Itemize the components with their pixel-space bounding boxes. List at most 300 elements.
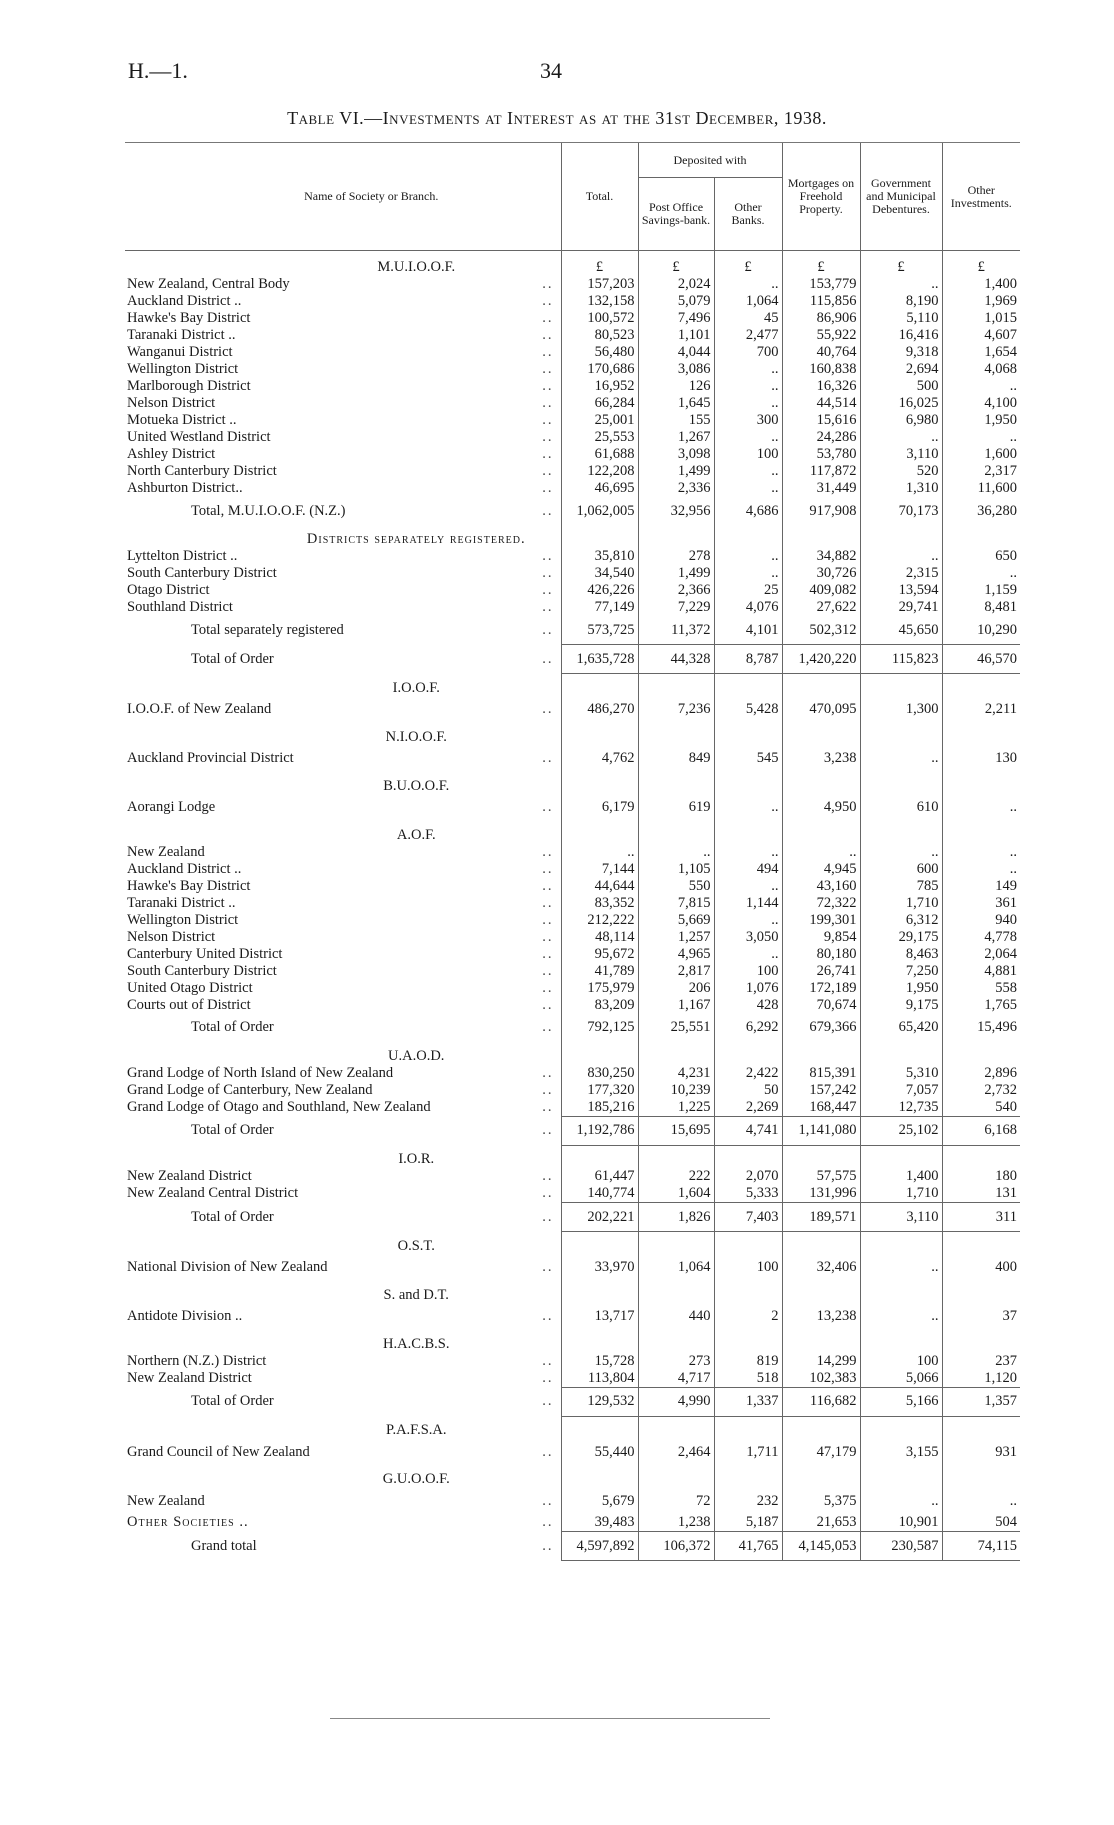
table-row <box>125 1168 1020 1185</box>
row-label-text: Aorangi Lodge <box>127 799 216 815</box>
cell-other-investments: 931 <box>942 1439 1020 1465</box>
leader-dots: .. <box>542 1308 554 1324</box>
row-label-text: Total of Order <box>191 1393 274 1409</box>
cell-mortgages: 409,082 <box>782 582 860 599</box>
cell-government <box>860 1281 942 1304</box>
row-label <box>125 310 561 327</box>
table-row <box>125 395 1020 412</box>
table-row <box>125 1514 1020 1532</box>
cell-government <box>860 674 942 697</box>
row-label-text: Taranaki District .. <box>127 894 236 911</box>
section-heading <box>125 525 561 548</box>
cell-other-investments: 1,969 <box>942 293 1020 310</box>
table-row <box>125 980 1020 997</box>
row-label <box>125 276 561 293</box>
cell-post-office: 4,044 <box>638 344 714 361</box>
cell-other-banks: 4,076 <box>714 599 782 616</box>
cell-mortgages: 70,674 <box>782 997 860 1014</box>
cell-government: 1,710 <box>860 895 942 912</box>
cell-other-investments: 558 <box>942 980 1020 997</box>
cell-other-investments: 130 <box>942 746 1020 772</box>
cell-other-investments: 361 <box>942 895 1020 912</box>
cell-other-banks: 1,076 <box>714 980 782 997</box>
cell-government: 10,901 <box>860 1514 942 1532</box>
cell-mortgages <box>782 1465 860 1488</box>
row-label-text: Grand total <box>191 1537 257 1554</box>
cell-total: 25,001 <box>561 412 638 429</box>
cell-other-investments: 37 <box>942 1304 1020 1330</box>
cell-government <box>860 1232 942 1255</box>
cell-total: 46,695 <box>561 480 638 497</box>
cell-other-investments: 2,211 <box>942 697 1020 723</box>
leader-dots: .. <box>542 650 554 667</box>
table-row <box>125 1304 1020 1330</box>
cell-mortgages <box>782 772 860 795</box>
row-label-text: Grand Lodge of North Island of New Zealand <box>127 1064 394 1081</box>
cell-post-office: 440 <box>638 1304 714 1330</box>
cell-other-investments: 311 <box>942 1203 1020 1232</box>
cell-other-banks: 2,477 <box>714 327 782 344</box>
section-heading <box>125 674 561 697</box>
cell-other-banks: 6,292 <box>714 1014 782 1042</box>
cell-government <box>860 1042 942 1065</box>
section-heading <box>125 1465 561 1488</box>
cell-other-banks <box>714 821 782 844</box>
cell-total <box>561 1145 638 1168</box>
cell-total: 122,208 <box>561 463 638 480</box>
table-row <box>125 548 1020 565</box>
cell-total: 33,970 <box>561 1255 638 1281</box>
cell-other-banks <box>714 674 782 697</box>
cell-other-banks: 8,787 <box>714 645 782 674</box>
cell-post-office <box>638 1330 714 1353</box>
row-label-text: National Division of New Zealand <box>127 1259 328 1275</box>
column-header-other-investments: Other Investments. <box>942 143 1020 251</box>
section-heading-row <box>125 723 1020 746</box>
cell-other-banks: 4,101 <box>714 616 782 645</box>
leader-dots: .. <box>542 378 554 394</box>
cell-mortgages: 4,950 <box>782 795 860 821</box>
row-label <box>125 844 561 861</box>
cell-other-investments: 540 <box>942 1099 1020 1117</box>
cell-government: .. <box>860 1488 942 1514</box>
cell-government: 45,650 <box>860 616 942 645</box>
cell-government: 500 <box>860 378 942 395</box>
leader-dots: .. <box>542 996 554 1013</box>
cell-other-banks: .. <box>714 912 782 929</box>
table-row <box>125 997 1020 1014</box>
cell-mortgages <box>782 723 860 746</box>
cell-mortgages <box>782 1416 860 1439</box>
cell-mortgages: 57,575 <box>782 1168 860 1185</box>
cell-mortgages <box>782 1145 860 1168</box>
row-label <box>125 1065 561 1082</box>
row-label <box>125 429 561 446</box>
cell-post-office: 7,236 <box>638 697 714 723</box>
cell-other-investments: 180 <box>942 1168 1020 1185</box>
row-label-text: Total of Order <box>191 1122 274 1138</box>
cell-other-banks: 1,337 <box>714 1387 782 1416</box>
cell-mortgages: 131,996 <box>782 1185 860 1203</box>
row-label-text: Districts separately registered. <box>306 531 526 547</box>
cell-other-investments: 1,120 <box>942 1370 1020 1388</box>
row-label-text: P.A.F.S.A. <box>386 1422 447 1438</box>
cell-other-investments: 4,881 <box>942 963 1020 980</box>
cell-post-office <box>638 1465 714 1488</box>
cell-mortgages: 80,180 <box>782 946 860 963</box>
cell-post-office: .. <box>638 844 714 861</box>
cell-other-banks: 700 <box>714 344 782 361</box>
row-label <box>125 395 561 412</box>
cell-other-investments: .. <box>942 429 1020 446</box>
table-row <box>125 746 1020 772</box>
cell-total: 830,250 <box>561 1065 638 1082</box>
cell-government: .. <box>860 548 942 565</box>
row-label <box>125 1203 561 1232</box>
cell-other-banks: 819 <box>714 1353 782 1370</box>
cell-mortgages: 502,312 <box>782 616 860 645</box>
cell-other-banks: 5,187 <box>714 1514 782 1532</box>
cell-other-investments: 2,064 <box>942 946 1020 963</box>
cell-mortgages <box>782 1330 860 1353</box>
cell-mortgages <box>782 525 860 548</box>
cell-other-banks: 518 <box>714 1370 782 1388</box>
cell-government: 5,066 <box>860 1370 942 1388</box>
row-label-text: M.U.I.O.O.F. <box>377 259 456 275</box>
cell-total: 140,774 <box>561 1185 638 1203</box>
cell-other-banks: 100 <box>714 963 782 980</box>
cell-mortgages: 15,616 <box>782 412 860 429</box>
cell-government: 70,173 <box>860 497 942 525</box>
cell-other-investments <box>942 772 1020 795</box>
row-label-text: I.O.O.F. of New Zealand <box>127 701 272 717</box>
cell-other-investments <box>942 723 1020 746</box>
row-label-text: Hawke's Bay District <box>127 877 251 894</box>
cell-post-office: 4,990 <box>638 1387 714 1416</box>
cell-other-banks <box>714 1465 782 1488</box>
section-heading-row <box>125 674 1020 697</box>
row-label <box>125 582 561 599</box>
cell-total: 157,203 <box>561 276 638 293</box>
cell-mortgages: 53,780 <box>782 446 860 463</box>
row-label <box>125 1082 561 1099</box>
leader-dots: .. <box>542 1122 554 1138</box>
cell-mortgages: 26,741 <box>782 963 860 980</box>
cell-government: 6,312 <box>860 912 942 929</box>
table-row <box>125 946 1020 963</box>
cell-government <box>860 1465 942 1488</box>
section-heading <box>125 772 561 795</box>
row-label <box>125 895 561 912</box>
cell-government: 600 <box>860 861 942 878</box>
section-heading-row <box>125 1465 1020 1488</box>
cell-other-banks <box>714 1232 782 1255</box>
row-label-text: G.U.O.O.F. <box>382 1471 450 1487</box>
row-label-text: New Zealand <box>127 1492 205 1509</box>
row-label-text: Grand Lodge of Otago and Southland, New Zealand <box>127 1098 431 1115</box>
cell-post-office: £ <box>638 251 714 277</box>
cell-post-office: 1,238 <box>638 1514 714 1532</box>
cell-other-investments: .. <box>942 1488 1020 1514</box>
cell-other-investments: 940 <box>942 912 1020 929</box>
cell-post-office: 619 <box>638 795 714 821</box>
cell-mortgages: 3,238 <box>782 746 860 772</box>
investments-table <box>125 143 1020 1561</box>
cell-other-investments: 11,600 <box>942 480 1020 497</box>
row-label <box>125 616 561 645</box>
section-heading-row <box>125 1330 1020 1353</box>
table-row <box>125 1065 1020 1082</box>
table-row <box>125 878 1020 895</box>
cell-total <box>561 723 638 746</box>
row-label-text: Auckland District .. <box>127 293 242 309</box>
row-label-text: Hawke's Bay District <box>127 310 251 326</box>
cell-other-investments: £ <box>942 251 1020 277</box>
row-label-text: I.O.R. <box>398 1151 435 1167</box>
cell-total <box>561 1042 638 1065</box>
cell-other-investments: 6,168 <box>942 1116 1020 1145</box>
cell-total <box>561 821 638 844</box>
cell-other-banks <box>714 1145 782 1168</box>
total-row <box>125 1116 1020 1145</box>
cell-total: 792,125 <box>561 1014 638 1042</box>
row-label <box>125 446 561 463</box>
row-label-text: U.A.O.D. <box>388 1047 445 1064</box>
table-row <box>125 310 1020 327</box>
cell-mortgages: 815,391 <box>782 1065 860 1082</box>
cell-other-investments <box>942 1145 1020 1168</box>
cell-total: 5,679 <box>561 1488 638 1514</box>
cell-other-banks: .. <box>714 795 782 821</box>
leader-dots: .. <box>542 480 554 496</box>
row-label-text: Total of Order <box>191 1208 274 1225</box>
cell-other-investments: .. <box>942 844 1020 861</box>
cell-total: 34,540 <box>561 565 638 582</box>
cell-mortgages: 72,322 <box>782 895 860 912</box>
cell-government: 3,110 <box>860 1203 942 1232</box>
cell-other-investments: 1,357 <box>942 1387 1020 1416</box>
row-label-text: Total separately registered <box>191 621 344 638</box>
cell-total: 4,762 <box>561 746 638 772</box>
cell-other-investments: 650 <box>942 548 1020 565</box>
table-row <box>125 582 1020 599</box>
cell-other-investments: 504 <box>942 1514 1020 1532</box>
row-label-text: Canterbury United District <box>127 945 283 962</box>
cell-other-investments: 1,765 <box>942 997 1020 1014</box>
row-label <box>125 1353 561 1370</box>
cell-mortgages <box>782 1281 860 1304</box>
cell-post-office: 2,336 <box>638 480 714 497</box>
cell-mortgages: 40,764 <box>782 344 860 361</box>
table-row <box>125 599 1020 616</box>
cell-government: 25,102 <box>860 1116 942 1145</box>
cell-government <box>860 772 942 795</box>
cell-other-banks <box>714 723 782 746</box>
cell-other-investments: 8,481 <box>942 599 1020 616</box>
cell-total <box>561 1281 638 1304</box>
cell-other-banks: 4,741 <box>714 1116 782 1145</box>
cell-government: 3,155 <box>860 1439 942 1465</box>
cell-mortgages: 1,420,220 <box>782 645 860 674</box>
cell-government: 1,400 <box>860 1168 942 1185</box>
cell-post-office: 2,024 <box>638 276 714 293</box>
leader-dots: .. <box>542 446 554 462</box>
row-label <box>125 344 561 361</box>
cell-post-office <box>638 674 714 697</box>
cell-mortgages <box>782 821 860 844</box>
row-label <box>125 746 561 772</box>
cell-post-office <box>638 525 714 548</box>
cell-total: 77,149 <box>561 599 638 616</box>
cell-other-investments: .. <box>942 861 1020 878</box>
cell-other-investments: 2,896 <box>942 1065 1020 1082</box>
cell-other-banks: 4,686 <box>714 497 782 525</box>
cell-mortgages <box>782 1042 860 1065</box>
cell-total: 44,644 <box>561 878 638 895</box>
cell-post-office: 15,695 <box>638 1116 714 1145</box>
table-row <box>125 1185 1020 1203</box>
row-label <box>125 1439 561 1465</box>
row-label <box>125 946 561 963</box>
cell-post-office: 1,257 <box>638 929 714 946</box>
cell-post-office: 10,239 <box>638 1082 714 1099</box>
cell-other-banks: £ <box>714 251 782 277</box>
cell-other-banks: .. <box>714 395 782 412</box>
cell-other-investments: .. <box>942 795 1020 821</box>
cell-government: 1,710 <box>860 1185 942 1203</box>
total-row <box>125 616 1020 645</box>
page-number: 34 <box>540 58 562 83</box>
cell-government: 5,110 <box>860 310 942 327</box>
cell-government: .. <box>860 844 942 861</box>
cell-government <box>860 821 942 844</box>
cell-government: 13,594 <box>860 582 942 599</box>
table-row <box>125 697 1020 723</box>
total-row <box>125 1532 1020 1561</box>
cell-total <box>561 674 638 697</box>
cell-mortgages: 55,922 <box>782 327 860 344</box>
cell-mortgages: 470,095 <box>782 697 860 723</box>
row-label-text: Total of Order <box>191 650 274 667</box>
row-label-text: South Canterbury District <box>127 565 277 581</box>
cell-mortgages: 44,514 <box>782 395 860 412</box>
cell-total: .. <box>561 844 638 861</box>
row-label <box>125 645 561 674</box>
cell-other-banks <box>714 1042 782 1065</box>
cell-total: 39,483 <box>561 1514 638 1532</box>
leader-dots: .. <box>542 276 554 292</box>
row-label-text: A.O.F. <box>396 826 436 843</box>
cell-mortgages: .. <box>782 844 860 861</box>
cell-government: 29,741 <box>860 599 942 616</box>
cell-mortgages: 160,838 <box>782 361 860 378</box>
cell-other-investments <box>942 525 1020 548</box>
table-row <box>125 446 1020 463</box>
cell-total: 113,804 <box>561 1370 638 1388</box>
table-row <box>125 276 1020 293</box>
table-row <box>125 1353 1020 1370</box>
cell-mortgages: 21,653 <box>782 1514 860 1532</box>
cell-government: 785 <box>860 878 942 895</box>
cell-mortgages: 115,856 <box>782 293 860 310</box>
cell-other-banks: 100 <box>714 446 782 463</box>
cell-total: 56,480 <box>561 344 638 361</box>
cell-post-office: 25,551 <box>638 1014 714 1042</box>
cell-mortgages: 43,160 <box>782 878 860 895</box>
table-row <box>125 463 1020 480</box>
cell-government <box>860 1145 942 1168</box>
leader-dots: .. <box>542 962 554 979</box>
leader-dots: .. <box>542 395 554 411</box>
cell-total: 95,672 <box>561 946 638 963</box>
row-label-text: O.S.T. <box>397 1237 435 1254</box>
table-row <box>125 412 1020 429</box>
cell-post-office: 2,366 <box>638 582 714 599</box>
leader-dots: .. <box>542 565 554 581</box>
cell-mortgages: 16,326 <box>782 378 860 395</box>
section-heading-row <box>125 1145 1020 1168</box>
cell-government: 1,950 <box>860 980 942 997</box>
cell-mortgages: 4,945 <box>782 861 860 878</box>
leader-dots: .. <box>542 1393 554 1409</box>
cell-post-office: 1,826 <box>638 1203 714 1232</box>
row-label-text: Courts out of District <box>127 996 251 1013</box>
cell-other-banks: 1,064 <box>714 293 782 310</box>
leader-dots: .. <box>542 877 554 894</box>
row-label <box>125 378 561 395</box>
cell-total: 61,688 <box>561 446 638 463</box>
cell-mortgages: 86,906 <box>782 310 860 327</box>
row-label-text: New Zealand Central District <box>127 1185 299 1202</box>
table-row <box>125 429 1020 446</box>
cell-other-banks: 50 <box>714 1082 782 1099</box>
cell-other-banks: 1,711 <box>714 1439 782 1465</box>
cell-post-office <box>638 1281 714 1304</box>
row-label-text: New Zealand <box>127 843 205 860</box>
row-label <box>125 795 561 821</box>
row-label-text: Wellington District <box>127 361 239 377</box>
leader-dots: .. <box>542 1208 554 1225</box>
cell-post-office: 2,817 <box>638 963 714 980</box>
cell-other-banks: .. <box>714 565 782 582</box>
cell-other-investments: 237 <box>942 1353 1020 1370</box>
cell-other-investments: 1,950 <box>942 412 1020 429</box>
cell-government: .. <box>860 429 942 446</box>
cell-other-banks: .. <box>714 946 782 963</box>
cell-post-office: 1,105 <box>638 861 714 878</box>
cell-other-investments: 74,115 <box>942 1532 1020 1561</box>
cell-other-banks: 232 <box>714 1488 782 1514</box>
cell-post-office: 206 <box>638 980 714 997</box>
total-row <box>125 1014 1020 1042</box>
table-row <box>125 293 1020 310</box>
cell-government: 5,310 <box>860 1065 942 1082</box>
cell-total <box>561 1232 638 1255</box>
leader-dots: .. <box>542 911 554 928</box>
column-header-deposited-with: Deposited with <box>638 143 782 178</box>
total-row <box>125 1387 1020 1416</box>
cell-government: 8,463 <box>860 946 942 963</box>
cell-post-office: 4,965 <box>638 946 714 963</box>
cell-mortgages: 34,882 <box>782 548 860 565</box>
column-header-mortgages: Mortgages on Freehold Property. <box>782 143 860 251</box>
cell-mortgages: 24,286 <box>782 429 860 446</box>
row-label-text: Nelson District <box>127 928 216 945</box>
cell-post-office: 1,064 <box>638 1255 714 1281</box>
row-label-text: I.O.O.F. <box>392 679 440 696</box>
cell-other-investments: 2,732 <box>942 1082 1020 1099</box>
cell-total: 1,192,786 <box>561 1116 638 1145</box>
